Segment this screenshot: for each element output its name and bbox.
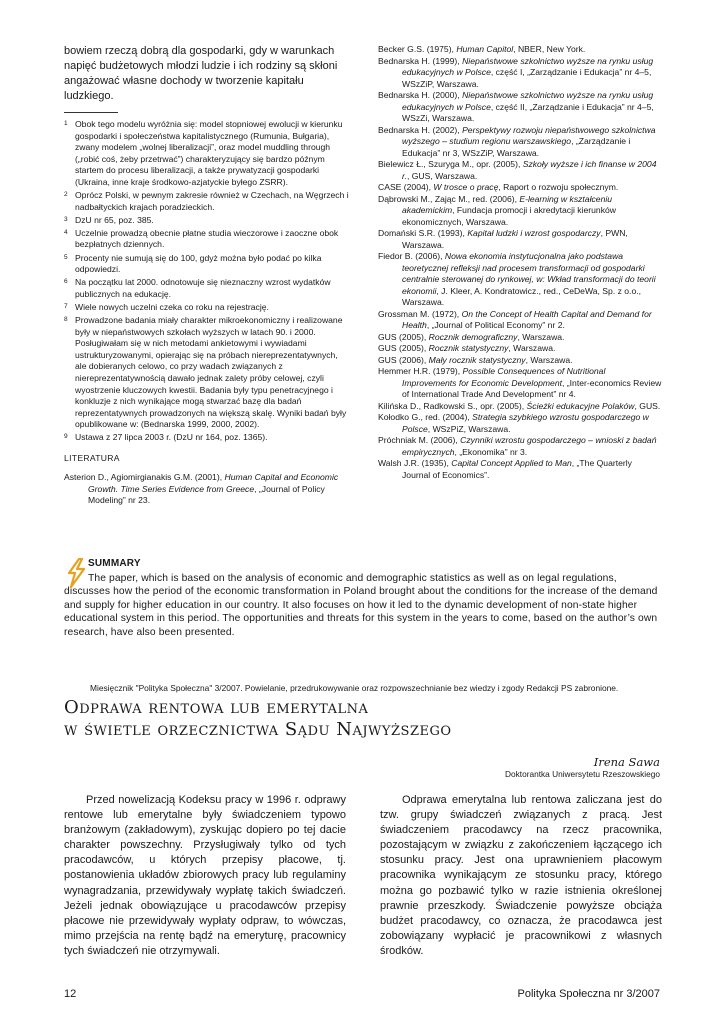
- reference-entry: [378, 332, 662, 344]
- reference-author: Asterion D., Agiomirgianakis G.M. (2001),: [64, 472, 225, 483]
- footnote-divider: [64, 112, 118, 113]
- reference-entry: [378, 90, 662, 125]
- reference-author: Bielewicz Ł., Szuryga M., opr. (2005),: [378, 159, 523, 169]
- footnote-text: Wiele nowych uczelni czeka co roku na rejestrację.: [75, 301, 269, 312]
- reference-title: On the Concept of Health Capital and Demand for Health: [402, 308, 652, 330]
- reference-details: , część II, „Zarządzanie i Edukacja” nr 4–5, WSzZi, Warszawa.: [402, 101, 654, 123]
- reference-title: Human Capitol: [456, 44, 514, 54]
- footnote-number: 3: [64, 215, 68, 223]
- copyright-notice: Miesięcznik "Polityka Społeczna" 3/2007. Powielanie, przedrukowywanie oraz rozpowszechnianie bez wiedzy i zgody Redakcji PS zabronione.: [90, 683, 619, 693]
- reference-details: , NBER, New York.: [513, 44, 586, 54]
- reference-author: GUS (2006),: [378, 354, 429, 365]
- reference-title: Possible Consequences of Nutritional Improvements for Economic Development: [402, 366, 606, 388]
- body-paragraph-left: Przed nowelizacją Kodeksu pracy w 1996 r. odprawy rentowe lub emerytalne były świadczeniem typowo branżowym (zakładowym), zyskując dopiero po tej dacie charakter powszechny. Przysługiwały tylko od tych pracodawców, u których przepisy płacowe, tj. postanowienia układów zbiorowych pracy lub regulaminy wynagradzania, przewidywały wypłatę takich świadczeń. Jeżeli jednak obowiązujące u pracodawców przepisy płacowe nie przewidywały wypłaty odpraw, to wówczas, mimo przejścia na rentę bądź na emeryturę, pracownicy tych świadczeń nie otrzymywali.: [64, 794, 346, 957]
- article-author: Irena Sawa: [593, 755, 660, 769]
- reference-title: Rocznik statystyczny: [428, 343, 509, 353]
- reference-author: Hemmer H.R. (1979),: [378, 366, 463, 376]
- reference-title: Human Capital and Economic Growth. Time Series Evidence from Greece: [88, 472, 339, 494]
- footnote-number: 8: [64, 316, 68, 323]
- reference-author: Walsh J.R. (1935),: [378, 458, 452, 468]
- footnote: [64, 253, 350, 276]
- reference-details: , Warszawa.: [517, 331, 565, 342]
- reference-author: Bednarska H. (2000),: [378, 90, 463, 100]
- reference-author: Fiedor B. (2006),: [378, 251, 445, 261]
- summary-section: [64, 558, 664, 639]
- reference-author: Bednarska H. (1999),: [378, 55, 463, 66]
- footnote-number: 1: [64, 120, 68, 127]
- reference-author: Dąbrowski M., Zając M., red. (2006),: [378, 193, 520, 204]
- journal-footer: Polityka Społeczna nr 3/2007: [517, 988, 660, 1000]
- reference-entry: [378, 125, 662, 160]
- left-column-top: [64, 44, 350, 507]
- reference-title: Nowa ekonomia instytucjonalna jako podstawa teoretycznej refleksji nad procesem transformacji od gospodarki centralnie sterowanej do rynkowej, w: Wkład transformacji do teorii ekonomii: [402, 251, 656, 296]
- footnote-text: DzU nr 65, poz. 385.: [75, 214, 154, 225]
- footnote-text: Prowadzone badania miały charakter mikroekonomiczny i realizowane były w niepaństwowych szkołach wyższych w latach 90. i 2000. Posługiwałam się w nich metodami ankietowymi i wywiadami ustrukturyzowanymi, opierając się na próbach niereprezentatywnych, ale dobieranych celowo, co przy wadach związanych z niereprezentatywnością dawało jednak zalety próby celowej, czyli wyostrzenie kluczowych kwestii. Badania były typu penetracyjnego i konkluzje z nich wynikające mogą stwarzać bazę dla badań reprezentatywnych prowadzonych na większą skalę. Wyniki badań były opublikowane w: (Bednarska 1999, 2000, 2002).: [75, 315, 347, 430]
- reference-details: , GUS.: [634, 400, 661, 411]
- reference-title: Mały rocznik statystyczny: [428, 354, 526, 365]
- reference-title: Czynniki wzrostu gospodarczego – wnioski z badań empirycznych: [402, 435, 657, 457]
- reference-title: E-learning w kształceniu akademickim: [402, 193, 613, 215]
- reference-author: Bednarska H. (2002),: [378, 124, 463, 135]
- reference-entry: [378, 343, 662, 355]
- article-body-right: [380, 793, 662, 959]
- author-affiliation: Doktorantka Uniwersytetu Rzeszowskiego: [505, 769, 660, 779]
- footnote: [64, 302, 350, 314]
- footnotes-list: [64, 119, 350, 444]
- reference-entry: [378, 435, 662, 458]
- footnote-number: 4: [64, 228, 68, 236]
- footnote-number: 7: [64, 302, 68, 310]
- reference-entry: [378, 159, 662, 182]
- reference-entry: [378, 251, 662, 309]
- reference-details: , Raport o rozwoju społecznym.: [498, 182, 619, 192]
- article-title-line-1: Odprawa rentowa lub emerytalna: [64, 697, 369, 718]
- reference-entry: [378, 56, 662, 91]
- reference-details: , WSzPiZ, Warszawa.: [427, 423, 511, 434]
- reference-details: , „Journal of Policy Modeling” nr 23.: [88, 483, 325, 506]
- reference-details: , „The Quarterly Journal of Economics”.: [402, 458, 632, 480]
- reference-details: , „Zarządzanie i Edukacja” nr 3, WSzZiP, Warszawa.: [402, 136, 631, 158]
- reference-details: , GUS, Warszawa.: [406, 170, 478, 181]
- body-paragraph-right: Odprawa emerytalna lub rentowa zaliczana jest do tzw. grupy świadczeń związanych z pracą. Jest świadczeniem pracodawcy na rzecz pracownika, pozostającym w związku z zakończeniem łączącego ich stosunku pracy. Jest ona uprawnieniem płacowym pracownika wynikającym ze stosunku pracy, którego można go pozbawić tylko w razie istnienia określonej prawnie przeszkody. Świadczenie powyższe obciąża budżet pracodawcy, co oznacza, że pracodawca jest zobowiązany wypłacić je pracownikowi z własnych środków.: [380, 794, 662, 957]
- footnote-text: Oprócz Polski, w pewnym zakresie również w Czechach, na Węgrzech i nadbałtyckich krajach poradzieckich.: [75, 190, 349, 212]
- footnote-text: Na początku lat 2000. odnotowuje się nieznaczny wzrost wydatków publicznych na edukację.: [75, 277, 331, 299]
- page-number: 12: [64, 988, 77, 1000]
- reference-details: , Warszawa.: [525, 354, 573, 365]
- footnote: [64, 190, 350, 213]
- reference-author: Kilińska D., Radkowski S., opr. (2005),: [378, 400, 527, 411]
- reference-title: Perspektywy rozwoju niepaństwowego szkolnictwa wyższego – studium regionu warszawskiego: [402, 124, 656, 146]
- reference-details: , PWN, Warszawa.: [402, 228, 628, 250]
- reference-title: Niepaństwowe szkolnictwo wyższe na rynku usług edukacyjnych w Polsce: [402, 90, 654, 112]
- reference-details: , „Ekonomika” nr 3.: [454, 446, 528, 457]
- reference-entry: [378, 412, 662, 435]
- reference-author: Becker G.S. (1975),: [378, 44, 457, 54]
- reference-title: Rocznik demograficzny: [428, 331, 518, 342]
- footnote-text: Procenty nie sumują się do 100, gdyż można było podać po kilka odpowiedzi.: [75, 252, 322, 275]
- reference-details: , Warszawa.: [508, 343, 556, 353]
- reference-entry: [378, 309, 662, 332]
- footnote-text: Uczelnie prowadzą obecnie płatne studia wieczorowe i zaoczne obok bezpłatnych dziennych.: [75, 227, 339, 250]
- summary-logo-icon: [64, 558, 88, 588]
- reference-author: GUS (2005),: [378, 343, 429, 353]
- reference-title: Szkoły wyższe i ich finanse w 2004 r.: [402, 159, 657, 181]
- reference-entry: [378, 44, 662, 56]
- reference-author: Grossman M. (1972),: [378, 308, 462, 319]
- references-right: [378, 44, 662, 481]
- summary-text: The paper, which is based on the analysis of economic and demographic statistics as well as on legal regulations, discusses how the period of the economic transformation in Poland brought about the conditions for the increase of the demand and supply for higher education in our country. It also focuses on how it led to the dynamic development of non-state higher educational system in this period. The opportunities and threats for this system in the years to come, based on the author’s own research, have also been presented.: [64, 573, 658, 638]
- literatura-heading: LITERATURA: [64, 453, 120, 464]
- footnote-number: 5: [64, 253, 68, 261]
- reference-entry: [378, 401, 662, 413]
- reference-entry: [378, 366, 662, 401]
- footnote: [64, 277, 350, 300]
- article-title: [64, 697, 664, 741]
- footnote: [64, 215, 350, 227]
- reference-entry: [378, 182, 662, 194]
- reference-title: Niepaństwowe szkolnictwo wyższe na rynku usług edukacyjnych w Polsce: [402, 55, 654, 77]
- references-left: [64, 472, 350, 507]
- reference-title: Kapitał ludzki i wzrost gospodarczy: [467, 228, 601, 238]
- reference-title: Capital Concept Applied to Man: [451, 458, 572, 468]
- footnote-text: Ustawa z 27 lipca 2003 r. (DzU nr 164, poz. 1365).: [75, 432, 268, 443]
- reference-entry: [378, 194, 662, 229]
- reference-title: Strategia szybkiego wzrostu gospodarczego w Polsce: [402, 412, 649, 434]
- reference-entry: [64, 472, 350, 507]
- footnote-number: 2: [64, 191, 68, 199]
- reference-title: W trosce o pracę: [433, 182, 499, 192]
- reference-entry: [378, 458, 662, 481]
- reference-title: Ścieżki edukacyjne Polaków: [526, 400, 635, 411]
- reference-author: CASE (2004),: [378, 182, 434, 192]
- reference-details: , „Inter-economics Review of International Trade And Development” nr 4.: [402, 377, 662, 399]
- summary-heading: SUMMARY: [88, 558, 141, 569]
- footnote-number: 6: [64, 278, 68, 286]
- reference-author: Kołodko G., red. (2004),: [378, 412, 473, 422]
- footnote-number: 9: [64, 433, 68, 441]
- reference-entry: [378, 355, 662, 367]
- reference-details: , J. Kleer, A. Kondratowicz., red., CeDeWa, Sp. z o.o., Warszawa.: [402, 285, 641, 307]
- reference-details: , „Journal of Political Economy” nr 2.: [426, 320, 565, 330]
- reference-author: GUS (2005),: [378, 331, 429, 342]
- footnote: [64, 432, 350, 444]
- reference-details: , Fundacja promocji i akredytacji kierunków ekonomicznych, Warszawa.: [402, 205, 616, 227]
- footnote-text: Obok tego modelu wyróżnia się: model stopniowej ewolucji w kierunku gospodarki i społeczeństwa kapitalistycznego (Rumunia, Bułgaria), zwany modelem „wolnej liberalizacji”, oraz model muddling through („robić coś, żeby przetrwać”) charakteryzujący się bardzo późnym startem do procesu liberalizacji, a także prywatyzacji gospodarki (Ukraina, inne kraje środkowo-azjatyckie byłego ZSRR).: [75, 119, 343, 187]
- reference-details: , część I, „Zarządzanie i Edukacja” nr 4–5, WSzZiP, Warszawa.: [402, 67, 652, 89]
- reference-entry: [378, 228, 662, 251]
- reference-author: Próchniak M. (2006),: [378, 435, 461, 445]
- reference-author: Domański S.R. (1993),: [378, 228, 468, 238]
- article-body-left: [64, 793, 346, 959]
- article-title-line-2: w świetle orzecznictwa Sądu Najwyższego: [64, 719, 452, 740]
- footnote: [64, 228, 350, 251]
- footnote: [64, 315, 350, 431]
- footnote: [64, 119, 350, 189]
- intro-paragraph: bowiem rzeczą dobrą dla gospodarki, gdy w warunkach napięć budżetowych młodzi ludzie i ich rodziny są skłoni angażować własne dochody w tworzenie kapitału ludzkiego.: [64, 45, 338, 102]
